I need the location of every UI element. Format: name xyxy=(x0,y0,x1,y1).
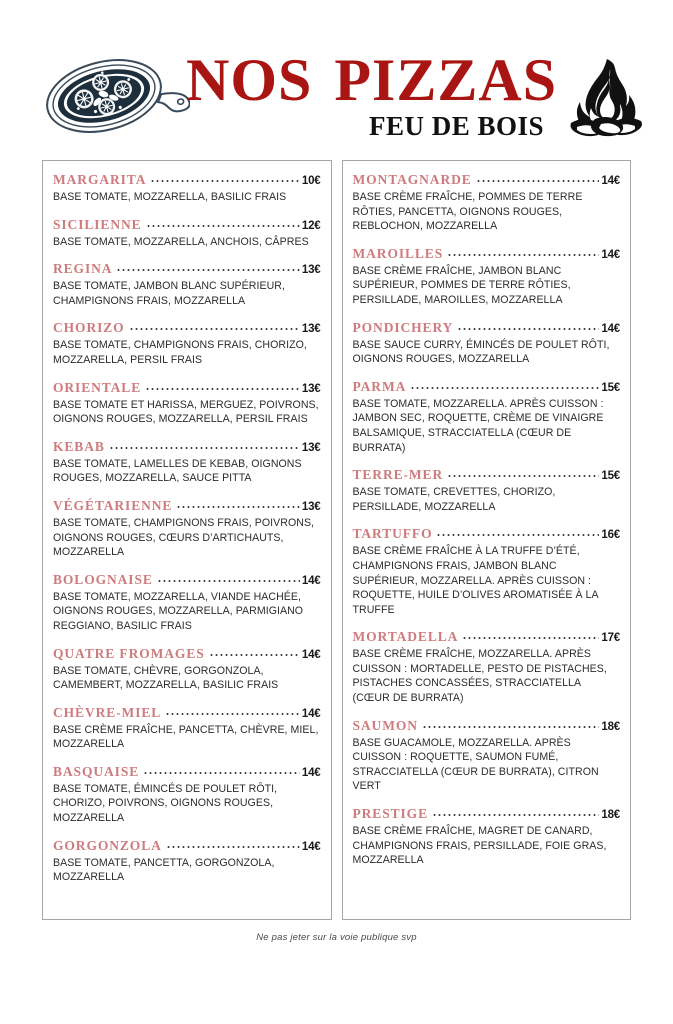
dot-leader xyxy=(165,705,300,717)
menu-item-head xyxy=(53,216,321,234)
menu-item-price: 13€ xyxy=(301,323,321,336)
menu-item-name: GORGONZOLA xyxy=(53,837,162,853)
menu-item-name: MORTADELLA xyxy=(352,629,459,645)
title-word-nos: NOS xyxy=(186,47,313,113)
menu-item-price: 14€ xyxy=(601,322,620,335)
title-word-pizzas: PIZZAS xyxy=(334,47,558,113)
menu-item-price: 12€ xyxy=(301,219,321,232)
menu-item-price: 13€ xyxy=(301,382,321,395)
menu-item[interactable] xyxy=(53,645,321,693)
menu-item[interactable] xyxy=(353,319,621,367)
menu-item-head xyxy=(353,319,621,337)
dot-leader xyxy=(447,246,599,258)
menu-item-head xyxy=(53,171,321,189)
menu-item-price: 17€ xyxy=(601,632,620,645)
menu-item-head xyxy=(53,438,321,456)
footer-disclaimer: Ne pas jeter sur la voie publique svp xyxy=(256,932,417,943)
menu-item-head xyxy=(353,628,621,646)
menu-item-description: BASE CRÈME FRAÎCHE, MAGRET DE CANARD, CHAMPIGNONS FRAIS, PERSILLADE, FOIE GRAS, MOZZARELLA xyxy=(352,825,607,867)
menu-item-price: 15€ xyxy=(601,381,620,394)
dot-leader xyxy=(109,439,300,451)
menu-item-head xyxy=(353,245,621,263)
menu-item[interactable] xyxy=(53,571,321,634)
menu-item-description: BASE SAUCE CURRY, ÉMINCÉS DE POULET RÔTI, OIGNONS ROUGES, MOZZARELLA xyxy=(352,338,610,366)
menu-item[interactable] xyxy=(353,717,621,794)
menu-item-head xyxy=(353,805,621,823)
menu-item-description: BASE CRÈME FRAÎCHE, JAMBON BLANC SUPÉRIEUR, POMMES DE TERRE RÔTIES, PERSILLADE, MAROILLES, MOZZARELLA xyxy=(352,264,571,306)
menu-header xyxy=(0,0,673,150)
menu-item-name: ORIENTALE xyxy=(53,379,142,395)
menu-item-price: 18€ xyxy=(601,809,620,822)
menu-item-description: BASE TOMATE, CHÈVRE, GORGONZOLA, CAMEMBERT, MOZZARELLA, BASILIC FRAIS xyxy=(53,664,279,692)
dot-leader xyxy=(422,718,600,730)
menu-item-name: CHÈVRE-MIEL xyxy=(53,704,162,720)
page-subtitle: FEU DE BOIS xyxy=(368,111,544,141)
menu-item-description: BASE TOMATE, MOZZARELLA, ANCHOIS, CÂPRES xyxy=(53,235,309,248)
menu-item-price: 13€ xyxy=(301,264,321,277)
menu-item-price: 14€ xyxy=(301,707,321,720)
menu-item-head xyxy=(53,571,321,589)
dot-leader xyxy=(457,320,599,332)
menu-column-left xyxy=(42,160,332,920)
menu-item[interactable] xyxy=(53,260,321,308)
menu-item-price: 18€ xyxy=(601,720,620,733)
menu-item-name: KEBAB xyxy=(53,438,105,454)
pizza-peel-icon xyxy=(42,56,190,140)
menu-item-head xyxy=(53,497,321,515)
menu-item-head xyxy=(353,717,621,735)
menu-item-price: 14€ xyxy=(301,648,321,661)
title-block xyxy=(186,47,558,141)
menu-item-name: PONDICHERY xyxy=(352,319,454,335)
menu-item-description: BASE TOMATE, JAMBON BLANC SUPÉRIEUR, CHAMPIGNONS FRAIS, MOZZARELLA xyxy=(53,280,285,307)
menu-item-name: MONTAGNARDE xyxy=(352,172,472,187)
dot-leader xyxy=(436,526,599,538)
menu-item[interactable] xyxy=(53,763,321,826)
menu-item[interactable] xyxy=(353,245,621,308)
menu-item-head xyxy=(353,171,621,189)
dot-leader xyxy=(116,261,299,273)
dot-leader xyxy=(176,498,300,510)
menu-item-name: BASQUAISE xyxy=(53,763,140,779)
menu-item[interactable] xyxy=(353,805,621,868)
menu-item-description: BASE CRÈME FRAÎCHE, POMMES DE TERRE RÔTIES, PANCETTA, OIGNONS ROUGES, REBLOCHON, MOZZARELLA xyxy=(352,191,583,233)
menu-item-description: BASE TOMATE, MOZZARELLA, BASILIC FRAIS xyxy=(53,191,287,203)
menu-item-name: PARMA xyxy=(352,378,407,394)
dot-leader xyxy=(447,467,599,479)
menu-item-name: MAROILLES xyxy=(352,245,444,261)
menu-item-head xyxy=(53,260,321,278)
menu-item[interactable] xyxy=(53,216,321,250)
menu-columns xyxy=(0,160,673,920)
menu-item-head xyxy=(353,378,621,396)
menu-item-price: 13€ xyxy=(301,500,321,513)
menu-item-price: 14€ xyxy=(301,766,321,779)
menu-item-price: 14€ xyxy=(601,248,620,261)
menu-item[interactable] xyxy=(53,497,321,560)
menu-item-price: 14€ xyxy=(301,574,321,587)
menu-item-description: BASE TOMATE, CREVETTES, CHORIZO, PERSILLADE, MOZZARELLA xyxy=(352,486,556,513)
menu-item-head xyxy=(53,837,321,855)
menu-item[interactable] xyxy=(353,628,621,705)
menu-item-price: 14€ xyxy=(601,175,620,187)
menu-item-name: BOLOGNAISE xyxy=(53,571,153,587)
menu-column-right xyxy=(342,160,632,920)
wood-fire-icon xyxy=(563,57,647,145)
menu-item-description: BASE TOMATE, PANCETTA, GORGONZOLA, MOZZARELLA xyxy=(53,856,275,884)
menu-item-head xyxy=(53,319,321,337)
menu-item-name: QUATRE FROMAGES xyxy=(53,645,205,661)
dot-leader xyxy=(166,838,300,850)
menu-item[interactable] xyxy=(353,171,621,234)
menu-item-name: TARTUFFO xyxy=(352,526,433,542)
menu-item-name: PRESTIGE xyxy=(352,806,428,822)
menu-item-head xyxy=(53,763,321,781)
menu-item[interactable] xyxy=(53,704,321,752)
menu-item-head xyxy=(353,466,621,484)
menu-item-description: BASE TOMATE, ÉMINCÉS DE POULET RÔTI, CHORIZO, POIVRONS, OIGNONS ROUGES, MOZZARELLA xyxy=(53,782,278,825)
menu-item-name: REGINA xyxy=(53,261,113,277)
menu-item-price: 14€ xyxy=(301,840,321,853)
menu-item-name: CHORIZO xyxy=(53,320,125,336)
dot-leader xyxy=(146,217,300,229)
menu-item[interactable] xyxy=(353,466,621,514)
menu-item-description: BASE TOMATE, CHAMPIGNONS FRAIS, CHORIZO, MOZZARELLA, PERSIL FRAIS xyxy=(53,339,307,366)
dot-leader xyxy=(462,629,599,641)
menu-item-head xyxy=(53,379,321,397)
dot-leader xyxy=(476,172,600,184)
menu-item-name: SICILIENNE xyxy=(53,216,142,232)
menu-item-description: BASE CRÈME FRAÎCHE, MOZZARELLA. APRÈS CUISSON : MORTADELLE, PESTO DE PISTACHES, PISTACHES CONCASSÉES, STRACCIATELLA (CŒUR DE BURRATA) xyxy=(352,648,607,705)
menu-item-description: BASE CRÈME FRAÎCHE, PANCETTA, CHÈVRE, MIEL, MOZZARELLA xyxy=(53,723,319,751)
menu-item-price: 10€ xyxy=(301,175,321,187)
menu-item-head xyxy=(53,704,321,722)
menu-item-head xyxy=(353,525,621,543)
menu-item-name: TERRE-MER xyxy=(352,467,444,483)
menu-item-name: MARGARITA xyxy=(53,172,147,187)
menu-item-description: BASE GUACAMOLE, MOZZARELLA. APRÈS CUISSON : ROQUETTE, SAUMON FUMÉ, STRACCIATELLA (CŒUR DE BURRATA), CITRON VERT xyxy=(352,736,599,793)
menu-item[interactable] xyxy=(53,837,321,885)
menu-item[interactable] xyxy=(53,379,321,427)
menu-item-name: VÉGÉTARIENNE xyxy=(53,497,173,513)
dot-leader xyxy=(150,172,300,184)
menu-item-description: BASE CRÈME FRAÎCHE À LA TRUFFE D’ÉTÉ, CHAMPIGNONS FRAIS, JAMBON BLANC SUPÉRIEUR, MOZZARELLA. APRÈS CUISSON : ROQUETTE, HUILE D’OLIVES AROMATISÉE À LA TRUFFE xyxy=(352,545,599,616)
menu-item-price: 16€ xyxy=(601,529,620,542)
menu-item-head xyxy=(53,645,321,663)
dot-leader xyxy=(157,572,300,584)
page-title xyxy=(186,47,558,113)
menu-item-description: BASE TOMATE, CHAMPIGNONS FRAIS, POIVRONS, OIGNONS ROUGES, CŒURS D’ARTICHAUTS, MOZZARELLA xyxy=(53,516,315,559)
menu-item-name: SAUMON xyxy=(352,717,418,733)
dot-leader xyxy=(209,646,300,658)
menu-item-description: BASE TOMATE, LAMELLES DE KEBAB, OIGNONS ROUGES, MOZZARELLA, SAUCE PITTA xyxy=(53,457,302,485)
menu-item[interactable] xyxy=(353,525,621,617)
menu-item[interactable] xyxy=(353,378,621,455)
dot-leader xyxy=(432,806,599,818)
menu-item-price: 13€ xyxy=(301,441,321,454)
menu-item-price: 15€ xyxy=(601,470,620,483)
menu-item-description: BASE TOMATE ET HARISSA, MERGUEZ, POIVRONS, OIGNONS ROUGES, MOZZARELLA, PERSIL FRAIS xyxy=(53,398,319,426)
dot-leader xyxy=(143,764,300,776)
dot-leader xyxy=(145,380,300,392)
menu-item-description: BASE TOMATE, MOZZARELLA. APRÈS CUISSON : JAMBON SEC, ROQUETTE, CRÈME DE VINAIGRE BALSAMIQUE, STRACCIATELLA (CŒUR DE BURRATA) xyxy=(352,397,604,454)
dot-leader xyxy=(410,379,599,391)
menu-item[interactable] xyxy=(53,171,321,205)
menu-item[interactable] xyxy=(53,319,321,367)
menu-item[interactable] xyxy=(53,438,321,486)
dot-leader xyxy=(129,320,300,332)
menu-item-description: BASE TOMATE, MOZZARELLA, VIANDE HACHÉE, OIGNONS ROUGES, MOZZARELLA, PARMIGIANO REGGIANO, BASILIC FRAIS xyxy=(53,590,304,632)
